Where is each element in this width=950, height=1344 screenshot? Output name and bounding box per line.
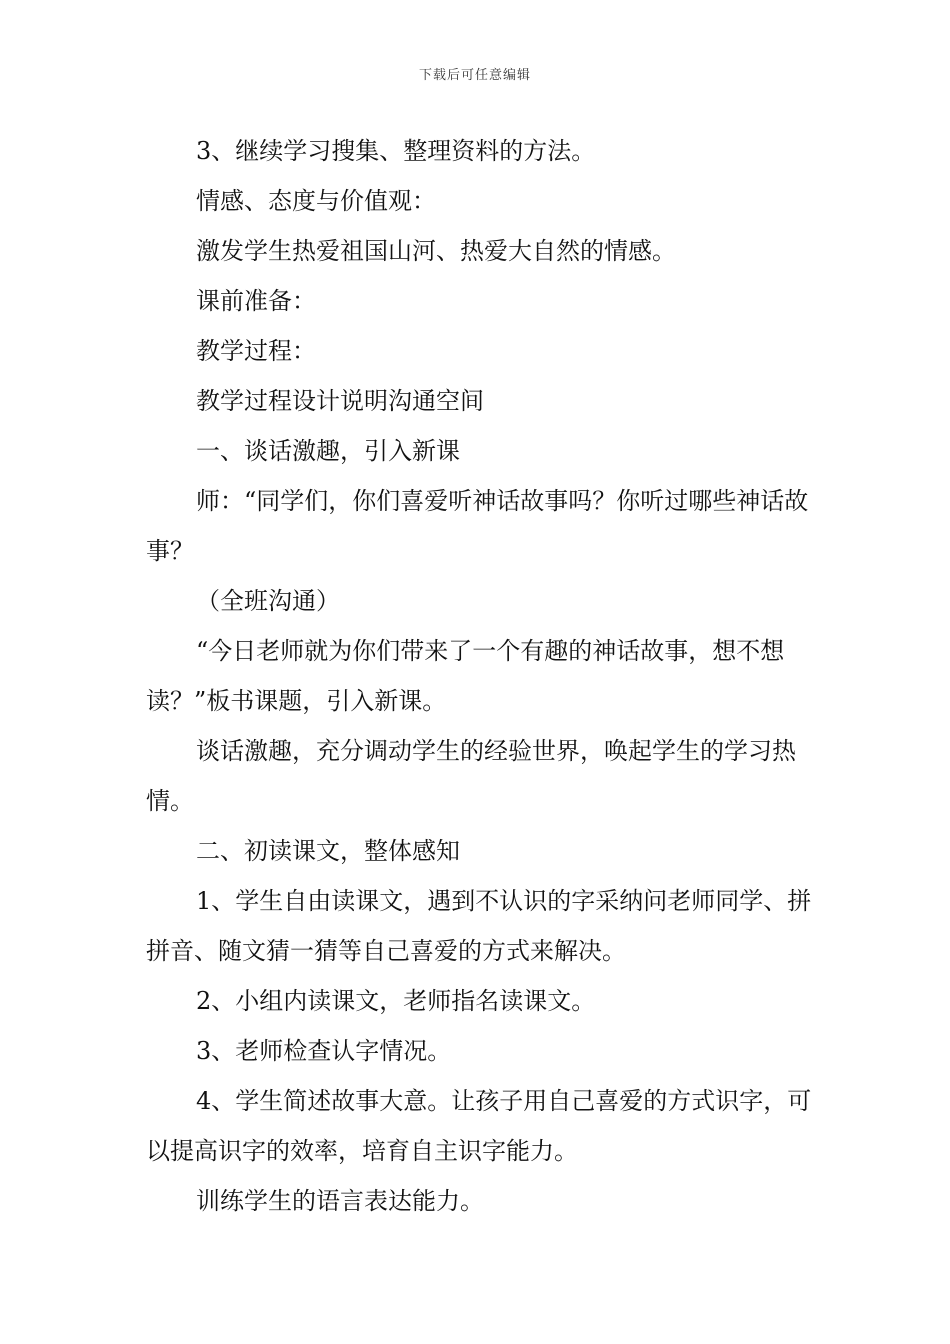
paragraph-10: “今日老师就为你们带来了一个有趣的神话故事，想不想读？”板书课题，引入新课。 [146, 637, 785, 715]
paragraph-1: 3、继续学习搜集、整理资料的方法。 [196, 137, 596, 165]
paragraph-16: 4、学生简述故事大意。让孩子用自己喜爱的方式识字，可以提高识字的效率，培育自主识字能力。 [146, 1087, 812, 1165]
paragraph-15: 3、老师检查认字情况。 [196, 1037, 452, 1065]
paragraph-9: （全班沟通） [196, 587, 340, 615]
paragraph-14: 2、小组内读课文，老师指名读课文。 [196, 987, 596, 1015]
paragraph-8: 师：“同学们，你们喜爱听神话故事吗？你听过哪些神话故事？ [146, 487, 809, 565]
paragraph-4: 课前准备： [196, 287, 316, 315]
paragraph-13: 1、学生自由读课文，遇到不认识的字采纳问老师同学、拼拼音、随文猜一猜等自己喜爱的方式来解决。 [146, 887, 812, 965]
paragraph-6: 教学过程设计说明沟通空间 [196, 387, 484, 415]
paragraph-2: 情感、态度与价值观： [196, 187, 436, 215]
paragraph-12: 二、初读课文，整体感知 [196, 837, 460, 865]
paragraph-11: 谈话激趣，充分调动学生的经验世界，唤起学生的学习热情。 [146, 737, 796, 815]
paragraph-3: 激发学生热爱祖国山河、热爱大自然的情感。 [196, 237, 676, 265]
paragraph-17: 训练学生的语言表达能力。 [196, 1187, 484, 1215]
page-header-note: 下载后可任意编辑 [418, 68, 531, 83]
document-body [146, 126, 826, 1226]
paragraph-7: 一、谈话激趣，引入新课 [196, 437, 460, 465]
paragraph-5: 教学过程： [196, 337, 316, 365]
